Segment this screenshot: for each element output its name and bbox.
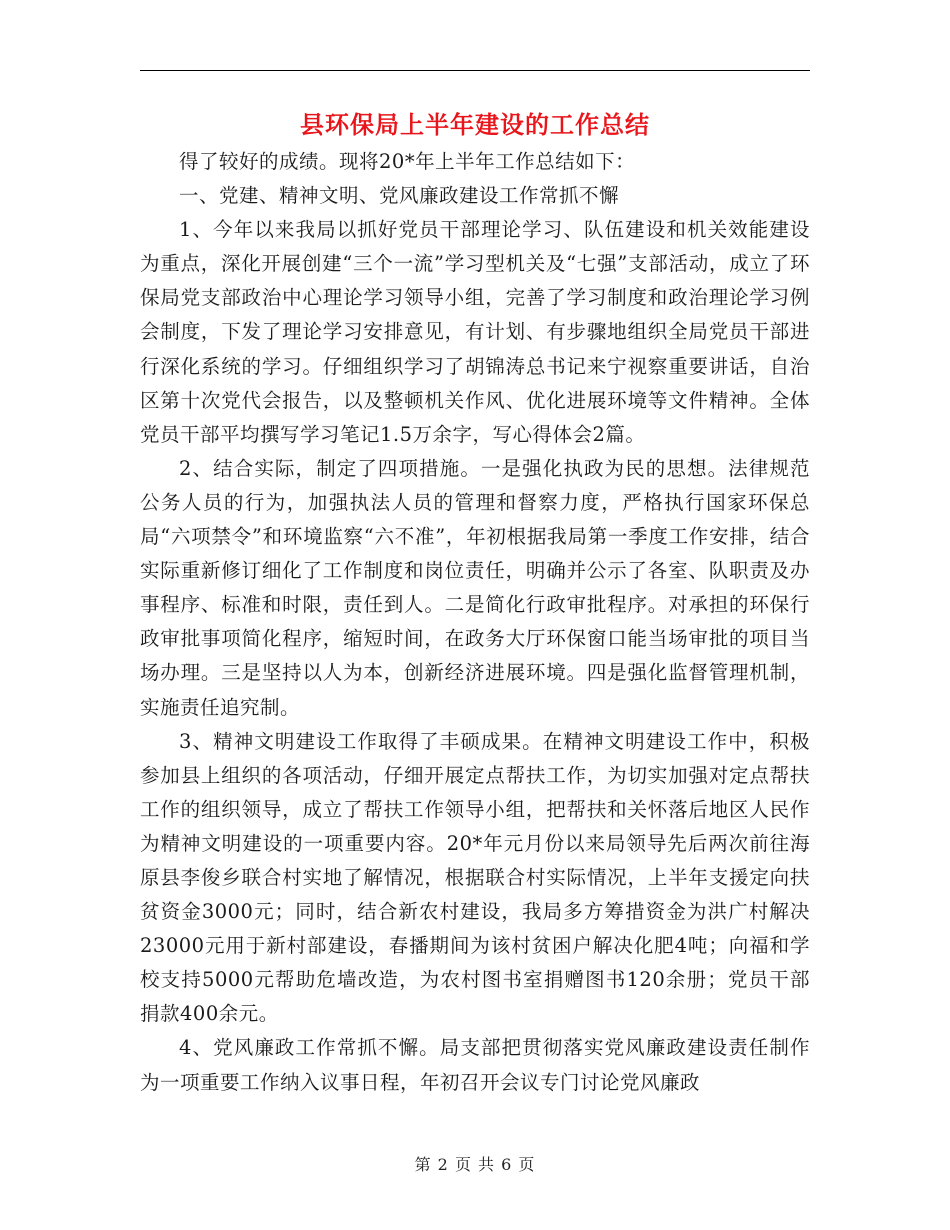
paragraph-item-3: 3、精神文明建设工作取得了丰硕成果。在精神文明建设工作中，积极参加县上组织的各项活动，仔细开展定点帮扶工作，为切实加强对定点帮扶工作的组织领导，成立了帮扶工作领导小组，把帮扶和关怀落后地区人民作为精神文明建设的一项重要内容。20*年元月份以来局领导先后两次前往海原县李俊乡联合村实地了解情况，根据联合村实际情况，上半年支援定向扶贫资金3000元；同时，结合新农村建设，我局多方筹措资金为洪广村解决23000元用于新村部建设，春播期间为该村贫困户解决化肥4吨；向福和学校支持5000元帮助危墙改造，为农村图书室捐赠图书120余册；党员干部捐款400余元。 <box>140 729 810 1026</box>
document-body <box>140 145 810 1100</box>
document-title: 县环保局上半年建设的工作总结 <box>300 111 650 139</box>
paragraph-item-2: 2、结合实际，制定了四项措施。一是强化执政为民的思想。法律规范公务人员的行为，加强执法人员的管理和督察力度，严格执行国家环保总局“六项禁令”和环境监察“六不准”，年初根据我局第一季度工作安排，结合实际重新修订细化了工作制度和岗位责任，明确并公示了各室、队职责及办事程序、标准和时限，责任到人。二是简化行政审批程序。对承担的环保行政审批事项简化程序，缩短时间，在政务大厅环保窗口能当场审批的项目当场办理。三是坚持以人为本，创新经济进展环境。四是强化监督管理机制，实施责任追究制。 <box>140 456 810 719</box>
paragraph-item-4: 4、党风廉政工作常抓不懈。局支部把贯彻落实党风廉政建设责任制作为一项重要工作纳入议事日程，年初召开会议专门讨论党风廉政 <box>140 1036 810 1094</box>
page-number-footer: 第 2 页 共 6 页 <box>414 1155 536 1174</box>
section-heading-1: 一、党建、精神文明、党风廉政建设工作常抓不懈 <box>179 184 620 208</box>
header-rule <box>140 70 810 71</box>
paragraph-intro: 得了较好的成绩。现将20*年上半年工作总结如下： <box>179 150 636 173</box>
paragraph-item-1: 1、今年以来我局以抓好党员干部理论学习、队伍建设和机关效能建设为重点，深化开展创建“三个一流”学习型机关及“七强”支部活动，成立了环保局党支部政治中心理论学习领导小组，完善了学习制度和政治理论学习例会制度，下发了理论学习安排意见，有计划、有步骤地组织全局党员干部进行深化系统的学习。仔细组织学习了胡锦涛总书记来宁视察重要讲话，自治区第十次党代会报告，以及整顿机关作风、优化进展环境等文件精神。全体党员干部平均撰写学习笔记1.5万余字，写心得体会2篇。 <box>140 218 810 446</box>
